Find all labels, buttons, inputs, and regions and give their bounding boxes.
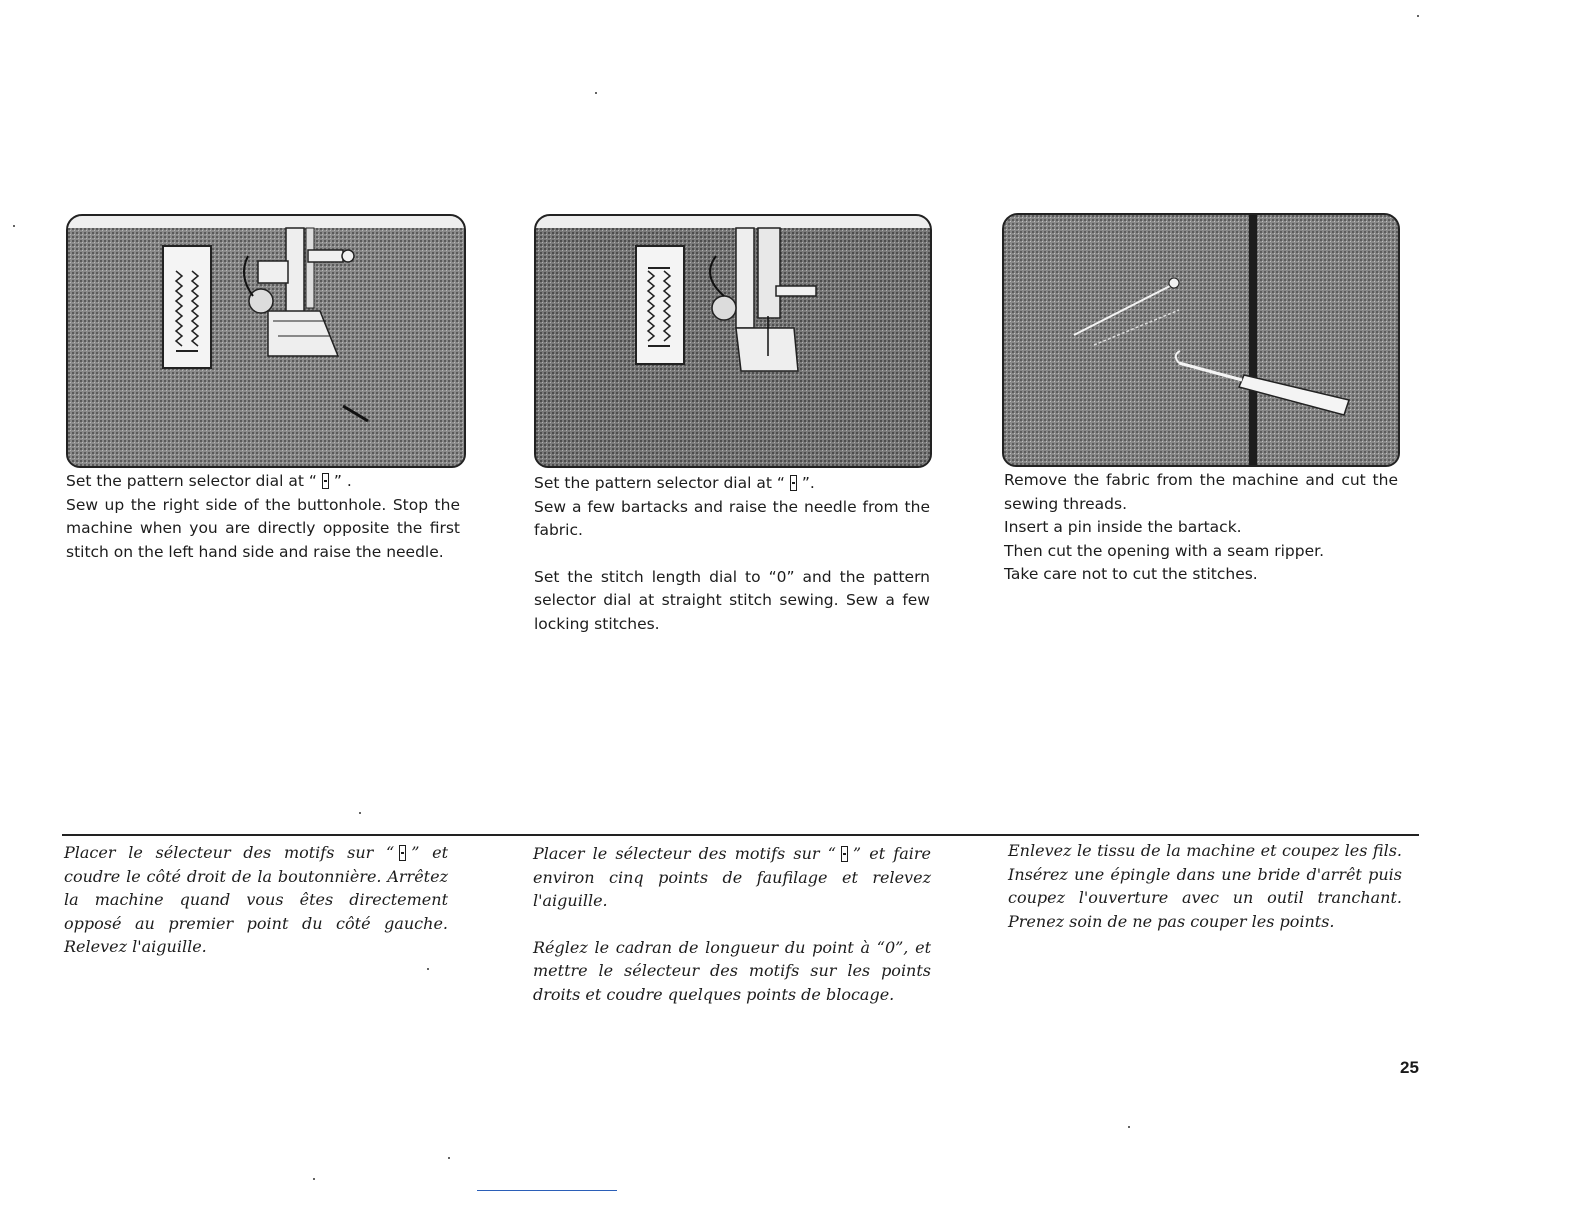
buttonhole-right-symbol-icon	[322, 473, 329, 489]
buttonhole-right-symbol-icon	[399, 845, 406, 861]
seam-ripper-drawing	[1004, 215, 1398, 465]
instruction-english-col3	[1004, 469, 1398, 587]
scan-speck	[1417, 15, 1419, 17]
instruction-french-col1	[64, 841, 448, 959]
instruction-text: Enlevez le tissu de la machine et coupez les fils. Insérez une épingle dans une bride d'arrêt puis coupez l'ouverture avec un outil tranchant. Prenez soin de ne pas couper les points.	[1008, 841, 1402, 931]
instruction-text: Take care not to cut the stitches.	[1004, 565, 1258, 583]
instruction-text: ”.	[801, 474, 815, 492]
section-divider	[62, 834, 1419, 836]
instruction-text: Placer le sélecteur des motifs sur “	[533, 844, 836, 863]
scan-speck	[448, 1157, 450, 1159]
instruction-french-col2	[533, 842, 931, 1006]
instruction-text: Placer le sélecteur des motifs sur “	[64, 843, 395, 862]
instruction-french-col3	[1008, 839, 1402, 933]
instruction-text: Set the stitch length dial to “0” and the pattern selector dial at straight stitch sewing. Sew a few locking stitches.	[534, 567, 930, 633]
illustration-bartacks	[534, 214, 932, 468]
bartack-foot-drawing	[536, 216, 930, 466]
instruction-english-col2	[534, 472, 930, 636]
bartack-symbol-icon	[841, 846, 848, 862]
instruction-text: Sew up the right side of the buttonhole. Stop the machine when you are directly opposite the first stitch on the left hand side and raise the needle.	[66, 495, 460, 561]
illustration-seam-ripper	[1002, 213, 1400, 467]
instruction-text: Set the pattern selector dial at “	[534, 474, 785, 492]
scan-speck	[1128, 1126, 1130, 1128]
bartack-symbol-icon	[790, 475, 797, 491]
instruction-text: ” .	[333, 472, 352, 490]
scan-speck	[13, 225, 15, 227]
instruction-text: Then cut the opening with a seam ripper.	[1004, 541, 1325, 560]
scan-speck	[595, 92, 597, 94]
instruction-english-col1	[66, 470, 460, 564]
illustration-sewing-right-side	[66, 214, 466, 468]
instruction-text: Remove the fabric from the machine and cut the sewing threads.	[1004, 471, 1398, 513]
instruction-text: ” et coudre le côté droit de la boutonnière. Arrêtez la machine quand vous êtes directement opposé au premier point du côté gauche. Relevez l'aiguille.	[64, 843, 448, 956]
instruction-text: Set the pattern selector dial at “	[66, 472, 317, 490]
scan-speck	[313, 1178, 315, 1180]
instruction-text: Insert a pin inside the bartack.	[1004, 518, 1242, 536]
scan-speck	[427, 968, 429, 970]
instruction-text: Réglez le cadran de longueur du point à “0”, et mettre le sélecteur des motifs sur les points droits et coudre quelques points de blocage.	[533, 937, 931, 1004]
page-number: 25	[1400, 1058, 1419, 1077]
instruction-text: ” et faire environ cinq points de faufilage et relevez l'aiguille.	[533, 844, 931, 910]
presser-foot-drawing	[68, 216, 464, 466]
scan-speck	[359, 812, 361, 814]
instruction-text: Sew a few bartacks and raise the needle from the fabric.	[534, 497, 930, 539]
bottom-underline	[477, 1190, 617, 1191]
